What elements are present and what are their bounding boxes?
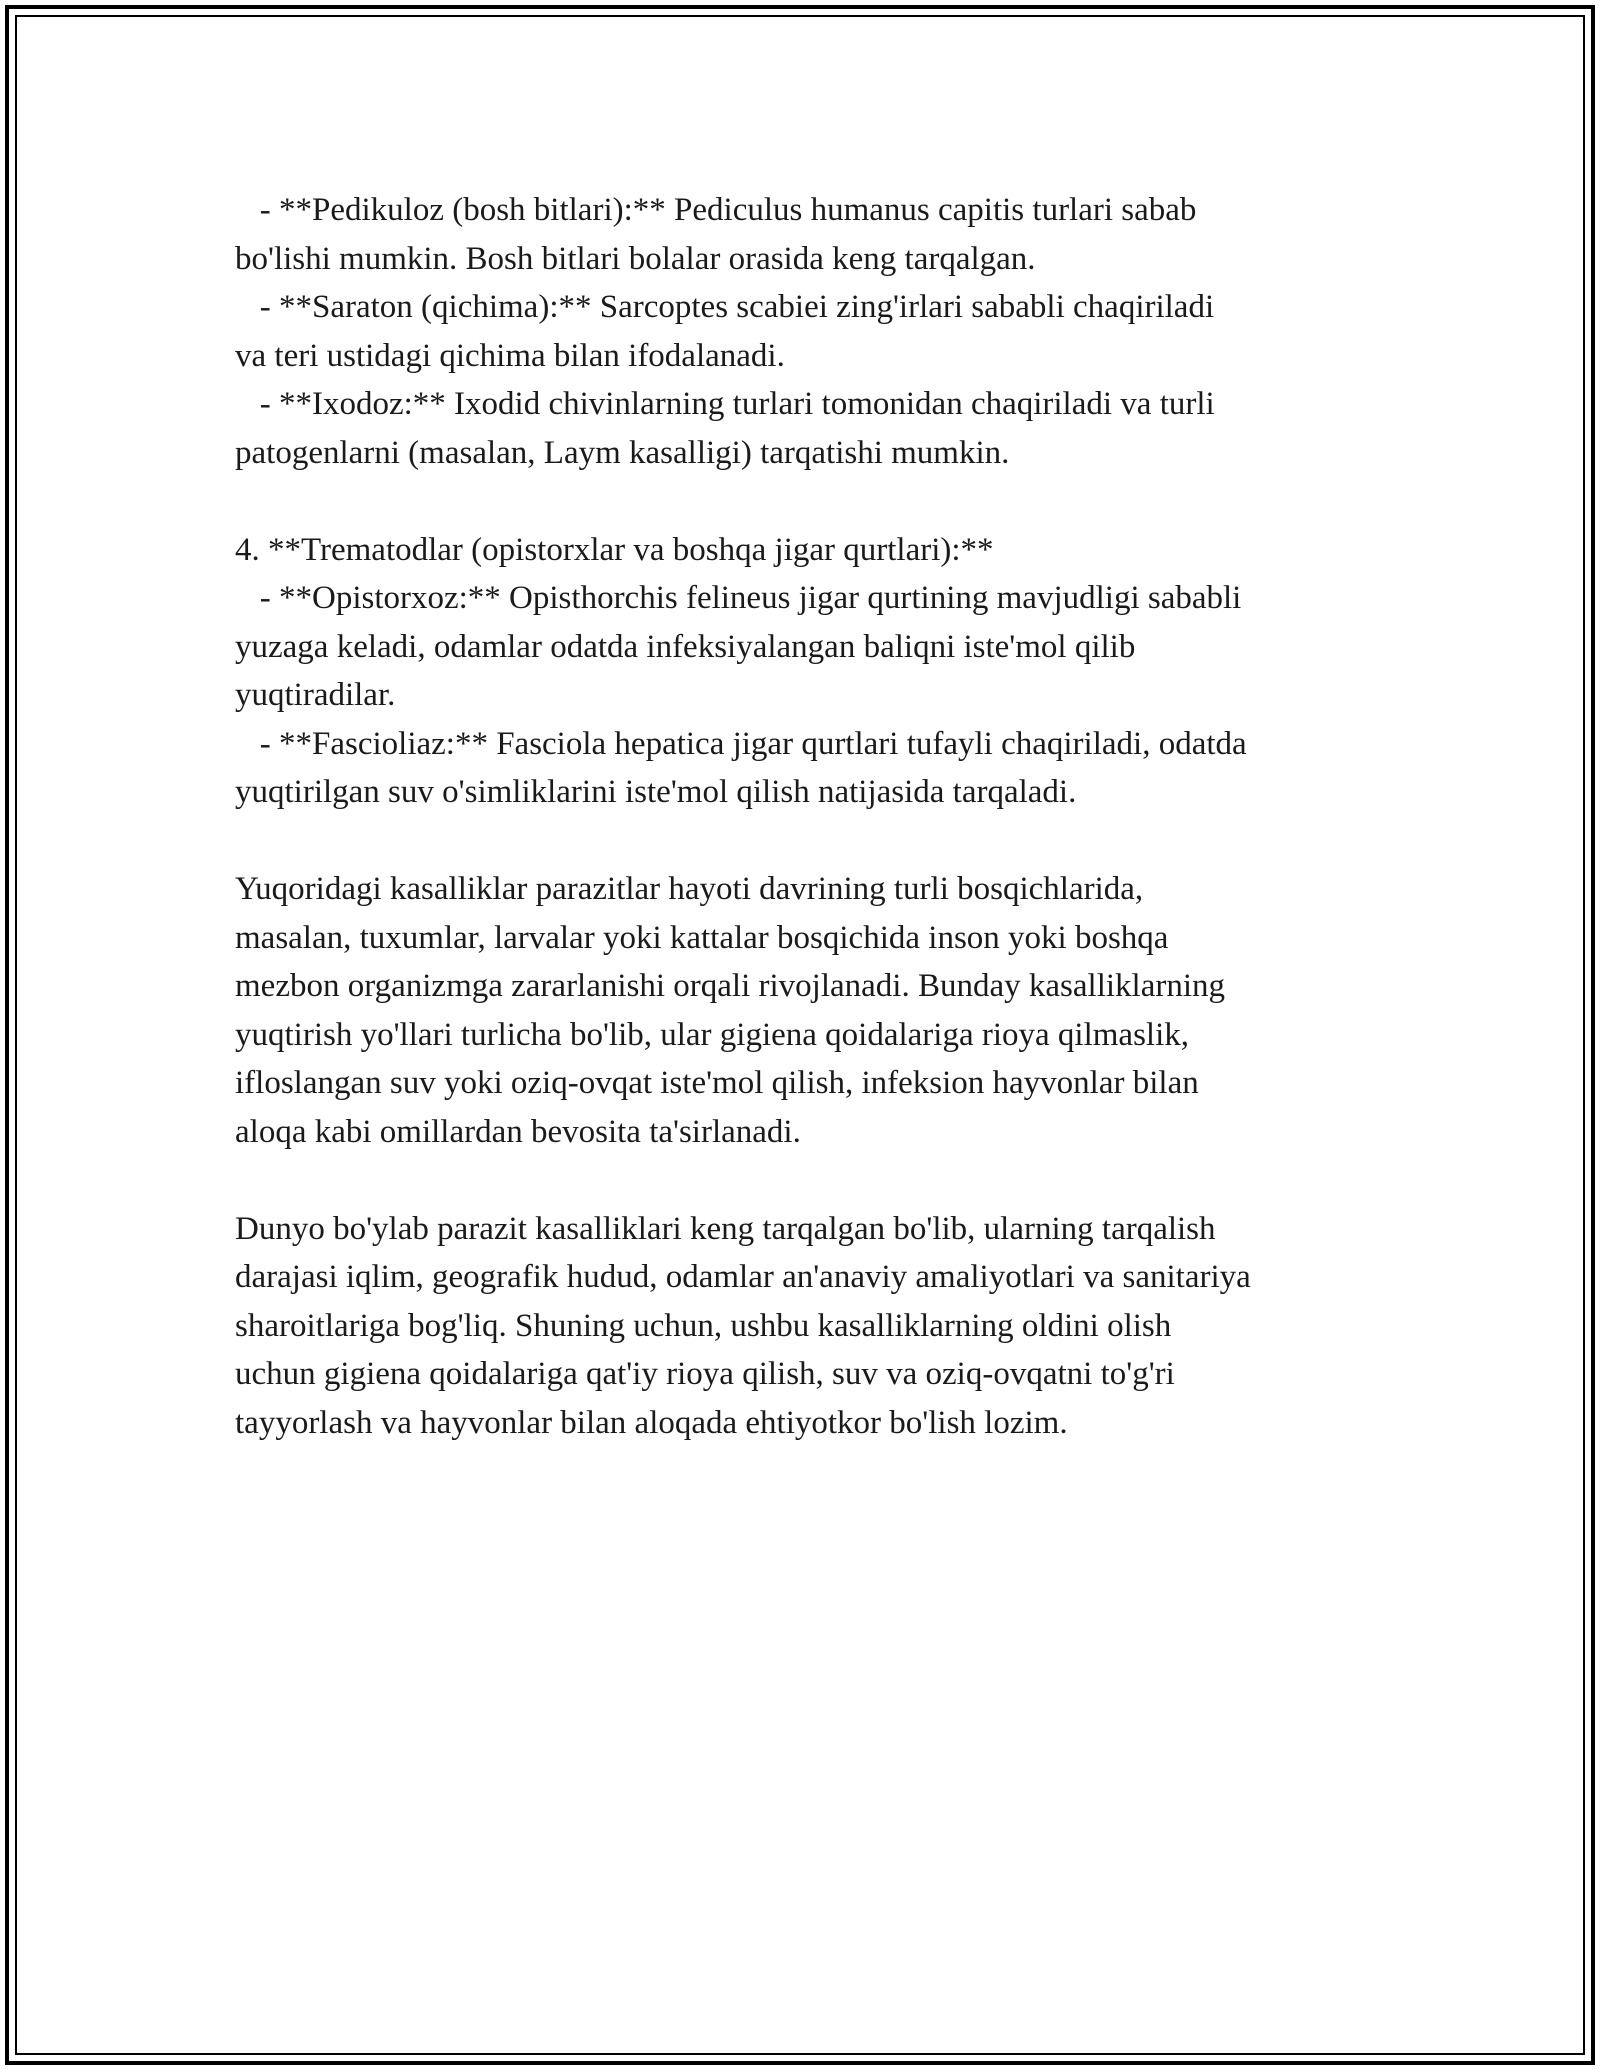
paragraph-spacer bbox=[235, 817, 1385, 866]
text-line: bo'lishi mumkin. Bosh bitlari bolalar orasida keng tarqalgan. bbox=[235, 240, 1036, 277]
paragraph-trematodes bbox=[235, 526, 1385, 817]
text-line: - **Opistorxoz:** Opisthorchis felineus jigar qurtining mavjudligi sababli bbox=[235, 580, 1242, 616]
text-line: mezbon organizmga zararlanishi orqali rivojlanadi. Bunday kasalliklarning bbox=[235, 968, 1225, 1004]
text-line: ifloslangan suv yoki oziq-ovqat iste'mol qilish, infeksion hayvonlar bilan bbox=[235, 1065, 1199, 1101]
text-line: yuqtiradilar. bbox=[235, 677, 396, 713]
text-line: tayyorlash va hayvonlar bilan aloqada ehtiyotkor bo'lish lozim. bbox=[235, 1404, 1068, 1441]
paragraph-lifecycle bbox=[235, 865, 1385, 1156]
text-line: yuqtirilgan suv o'simliklarini iste'mol qilish natijasida tarqaladi. bbox=[235, 774, 1077, 810]
document-body bbox=[235, 186, 1385, 1447]
text-line: yuzaga keladi, odamlar odatda infeksiyalangan baliqni iste'mol qilib bbox=[235, 628, 1136, 665]
paragraph-conclusion bbox=[235, 1205, 1385, 1448]
text-line: sharoitlariga bog'liq. Shuning uchun, ushbu kasalliklarning oldini olish bbox=[235, 1307, 1172, 1344]
text-line: Dunyo bo'ylab parazit kasalliklari keng tarqalgan bo'lib, ularning tarqalish bbox=[235, 1210, 1216, 1247]
text-line: yuqtirish yo'llari turlicha bo'lib, ular gigiena qoidalariga rioya qilmaslik, bbox=[235, 1016, 1190, 1053]
text-line: - **Saraton (qichima):** Sarcoptes scabiei zing'irlari sababli chaqiriladi bbox=[235, 289, 1215, 325]
text-line: aloqa kabi omillardan bevosita ta'sirlanadi. bbox=[235, 1113, 801, 1150]
paragraph-spacer bbox=[235, 1156, 1385, 1205]
text-line: - **Pedikuloz (bosh bitlari):** Pediculus humanus capitis turlari sabab bbox=[235, 192, 1197, 228]
text-line: masalan, tuxumlar, larvalar yoki kattalar bosqichida inson yoki boshqa bbox=[235, 919, 1169, 956]
paragraph-ectoparasites bbox=[235, 186, 1385, 477]
text-line: patogenlarni (masalan, Laym kasalligi) tarqatishi mumkin. bbox=[235, 434, 1010, 471]
text-line: va teri ustidagi qichima bilan ifodalanadi. bbox=[235, 337, 785, 374]
text-line: darajasi iqlim, geografik hudud, odamlar an'anaviy amaliyotlari va sanitariya bbox=[235, 1259, 1251, 1295]
text-line: - **Fascioliaz:** Fasciola hepatica jigar qurtlari tufayli chaqiriladi, odatda bbox=[235, 725, 1247, 762]
section-heading: 4. **Trematodlar (opistorxlar va boshqa jigar qurtlari):** bbox=[235, 531, 994, 568]
text-line: Yuqoridagi kasalliklar parazitlar hayoti davrining turli bosqichlarida, bbox=[235, 871, 1144, 907]
text-line: - **Ixodoz:** Ixodid chivinlarning turlari tomonidan chaqiriladi va turli bbox=[235, 386, 1215, 422]
paragraph-spacer bbox=[235, 477, 1385, 526]
text-line: uchun gigiena qoidalariga qat'iy rioya qilish, suv va oziq-ovqatni to'g'ri bbox=[235, 1356, 1175, 1392]
